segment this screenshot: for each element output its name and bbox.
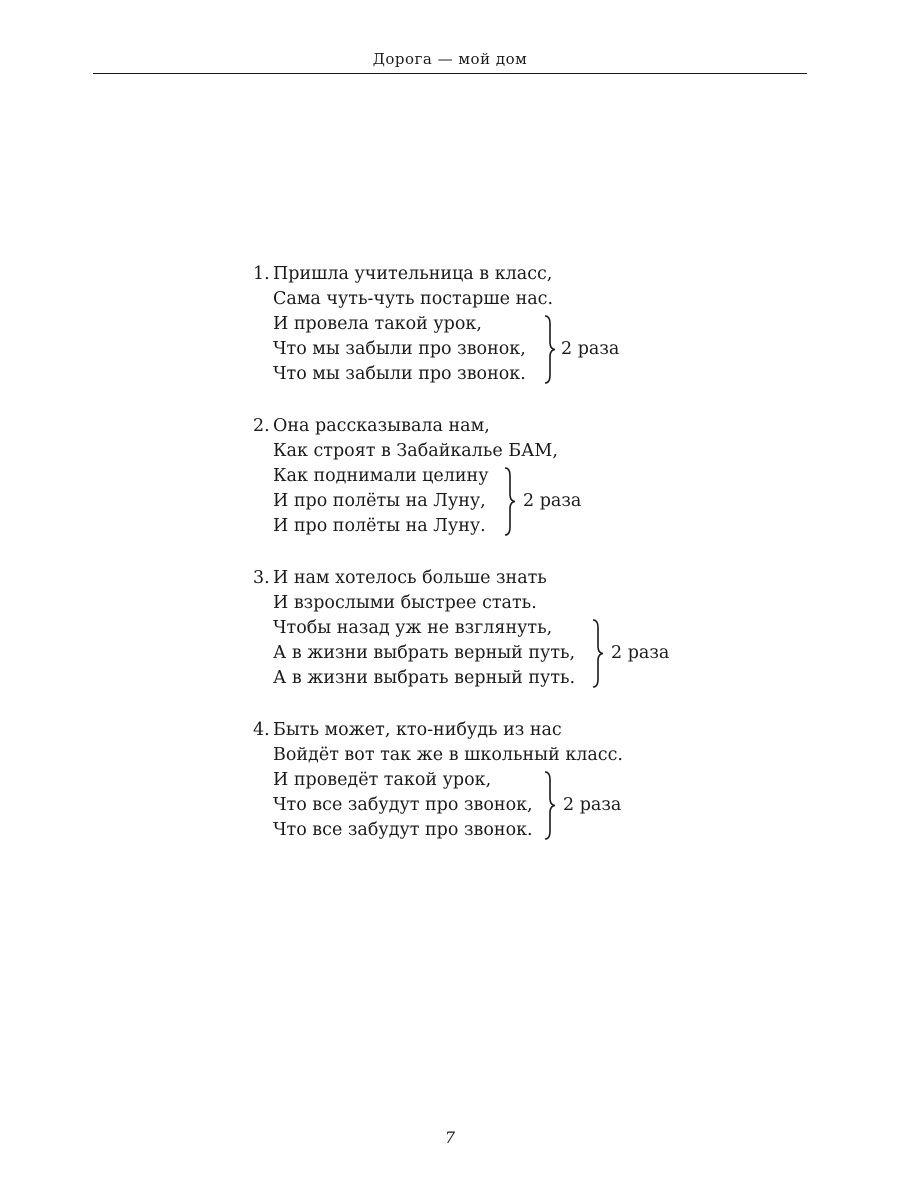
refrain-block [253,616,670,691]
verse-number: 4. [253,720,270,740]
verse-line-text: Пришла учительница в класс, [273,264,553,284]
repeat-label: 2 раза [523,491,582,511]
refrain-line: Что все забудут про звонок. [273,820,533,840]
refrain-lines [273,768,622,843]
refrain-lines [273,312,620,387]
refrain-line: Чтобы назад уж не взглянуть, [273,618,553,638]
page-number: 7 [444,1128,456,1147]
repeat-label: 2 раза [561,339,620,359]
refrain-line: И проведёт такой урок, [273,770,492,790]
verse-number: 1. [253,264,270,284]
refrain-lines [273,616,670,691]
refrain-line: Как поднимали целину [273,466,489,486]
right-brace [503,464,517,539]
refrain-line: А в жизни выбрать верный путь. [273,668,576,688]
repeat-label: 2 раза [611,643,670,663]
refrain-block [253,312,623,387]
verse-3 [253,566,670,691]
verse-number: 3. [253,568,270,588]
verse-line [253,262,623,287]
verse-line: Войдёт вот так же в школьный класс. [273,745,623,765]
header-rule [93,73,807,74]
right-brace [591,616,605,691]
verse-line: Сама чуть-чуть постарше нас. [273,289,554,309]
refrain-line: И про полёты на Луну. [273,516,486,536]
refrain-line: И про полёты на Луну, [273,491,486,511]
right-brace [543,312,557,387]
refrain-line: Что все забудут про звонок, [273,795,533,815]
refrain-line: Что мы забыли про звонок. [273,364,526,384]
right-brace [543,768,557,843]
refrain-line: А в жизни выбрать верный путь, [273,643,576,663]
refrain-lines [273,464,582,539]
verse-line [253,718,623,743]
verse-line: Как строят в Забайкалье БАМ, [273,441,558,461]
verse-number: 2. [253,416,270,436]
verse-line [253,566,623,591]
repeat-label: 2 раза [563,795,622,815]
refrain-block [253,768,623,843]
refrain-line: И провела такой урок, [273,314,482,334]
verse-line-text: И нам хотелось больше знать [273,568,547,588]
verse-line-text: Она рассказывала нам, [273,416,490,436]
poem [253,262,670,843]
running-head: Дорога — мой дом [372,50,528,68]
verse-line: И взрослыми быстрее стать. [273,593,537,613]
verse-1 [253,262,623,387]
verse-2 [253,414,623,539]
refrain-block [253,464,623,539]
verse-4 [253,718,623,843]
verse-line-text: Быть может, кто-нибудь из нас [273,720,562,740]
refrain-line: Что мы забыли про звонок, [273,339,526,359]
verse-line [253,414,623,439]
